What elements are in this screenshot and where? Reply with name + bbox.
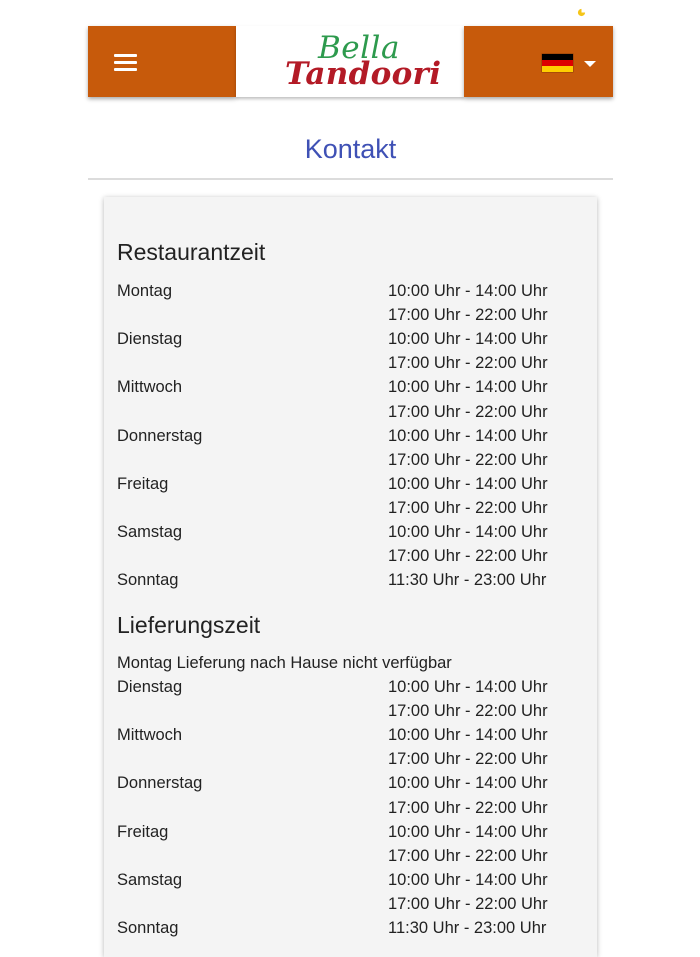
hours-row <box>117 330 587 354</box>
hours-row <box>117 726 587 750</box>
time-range: 17:00 Uhr - 22:00 Uhr <box>388 498 548 517</box>
delivery-note: Montag Lieferung nach Hause nicht verfügbar <box>117 654 452 672</box>
status-indicator-icon <box>577 8 586 17</box>
hours-row <box>117 571 587 595</box>
day-label: Mittwoch <box>117 726 183 745</box>
time-range: 17:00 Uhr - 22:00 Uhr <box>388 402 548 421</box>
time-range: 17:00 Uhr - 22:00 Uhr <box>388 354 548 373</box>
logo[interactable] <box>236 26 464 97</box>
time-range: 10:00 Uhr - 14:00 Uhr <box>388 822 548 841</box>
day-label: Sonntag <box>117 919 179 937</box>
time-range: 17:00 Uhr - 22:00 Uhr <box>388 750 548 769</box>
app-header <box>88 26 613 97</box>
time-range: 10:00 Uhr - 14:00 Uhr <box>388 474 548 493</box>
hours-row <box>117 702 587 726</box>
time-range: 17:00 Uhr - 22:00 Uhr <box>388 702 548 721</box>
day-label: Samstag <box>117 870 183 889</box>
time-range: 10:00 Uhr - 14:00 Uhr <box>388 774 548 793</box>
title-divider <box>88 178 613 180</box>
hours-row <box>117 499 587 523</box>
hours-row <box>117 823 587 847</box>
time-range: 10:00 Uhr - 14:00 Uhr <box>388 330 548 349</box>
hours-row <box>117 475 587 499</box>
restaurant-hours-title: Restaurantzeit <box>117 239 266 265</box>
time-range: 10:00 Uhr - 14:00 Uhr <box>388 726 548 745</box>
time-range: 17:00 Uhr - 22:00 Uhr <box>388 450 548 469</box>
logo-line-1: Bella <box>318 30 400 66</box>
hours-row <box>117 523 587 547</box>
hours-row <box>117 427 587 451</box>
hours-row <box>117 282 587 306</box>
header-left-bar <box>88 26 236 97</box>
opening-hours-card <box>104 197 597 957</box>
time-range: 10:00 Uhr - 14:00 Uhr <box>388 282 548 300</box>
time-range: 17:00 Uhr - 22:00 Uhr <box>388 306 548 325</box>
day-label: Mittwoch <box>117 378 183 397</box>
time-range: 10:00 Uhr - 14:00 Uhr <box>388 523 548 541</box>
time-range: 10:00 Uhr - 14:00 Uhr <box>388 678 548 696</box>
hours-row <box>117 750 587 774</box>
hours-row <box>117 354 587 378</box>
time-range: 17:00 Uhr - 22:00 Uhr <box>388 894 548 913</box>
header-right-bar <box>464 26 613 97</box>
day-label: Donnerstag <box>117 774 203 793</box>
day-label: Samstag <box>117 523 183 541</box>
language-selector[interactable] <box>540 52 600 76</box>
time-range: 10:00 Uhr - 14:00 Uhr <box>388 378 548 397</box>
day-label: Dienstag <box>117 678 183 696</box>
page-title: Kontakt <box>304 134 397 164</box>
time-range: 17:00 Uhr - 22:00 Uhr <box>388 846 548 865</box>
hours-row <box>117 547 587 571</box>
hours-row <box>117 451 587 475</box>
hours-row <box>117 403 587 427</box>
time-range: 11:30 Uhr - 23:00 Uhr <box>388 919 547 937</box>
time-range: 10:00 Uhr - 14:00 Uhr <box>388 870 548 889</box>
day-label: Donnerstag <box>117 426 203 445</box>
germany-flag-icon <box>542 54 573 72</box>
hours-row <box>117 306 587 330</box>
caret-down-icon <box>584 61 596 67</box>
hours-row <box>117 847 587 871</box>
day-label: Montag <box>117 282 173 300</box>
hours-row <box>117 774 587 798</box>
time-range: 11:30 Uhr - 23:00 Uhr <box>388 571 547 590</box>
hamburger-menu-icon[interactable] <box>106 46 146 78</box>
logo-line-2: Tandoori <box>285 56 442 92</box>
hours-row <box>117 799 587 823</box>
hours-row <box>117 678 587 702</box>
day-label: Freitag <box>117 474 169 493</box>
time-range: 17:00 Uhr - 22:00 Uhr <box>388 547 548 566</box>
day-label: Dienstag <box>117 330 183 349</box>
day-label: Sonntag <box>117 571 179 590</box>
time-range: 10:00 Uhr - 14:00 Uhr <box>388 426 548 445</box>
hours-row <box>117 871 587 895</box>
hours-row <box>117 895 587 919</box>
time-range: 17:00 Uhr - 22:00 Uhr <box>388 798 548 817</box>
hours-row <box>117 919 587 943</box>
hours-row <box>117 378 587 402</box>
day-label: Freitag <box>117 822 169 841</box>
delivery-hours-title: Lieferungszeit <box>117 612 261 638</box>
